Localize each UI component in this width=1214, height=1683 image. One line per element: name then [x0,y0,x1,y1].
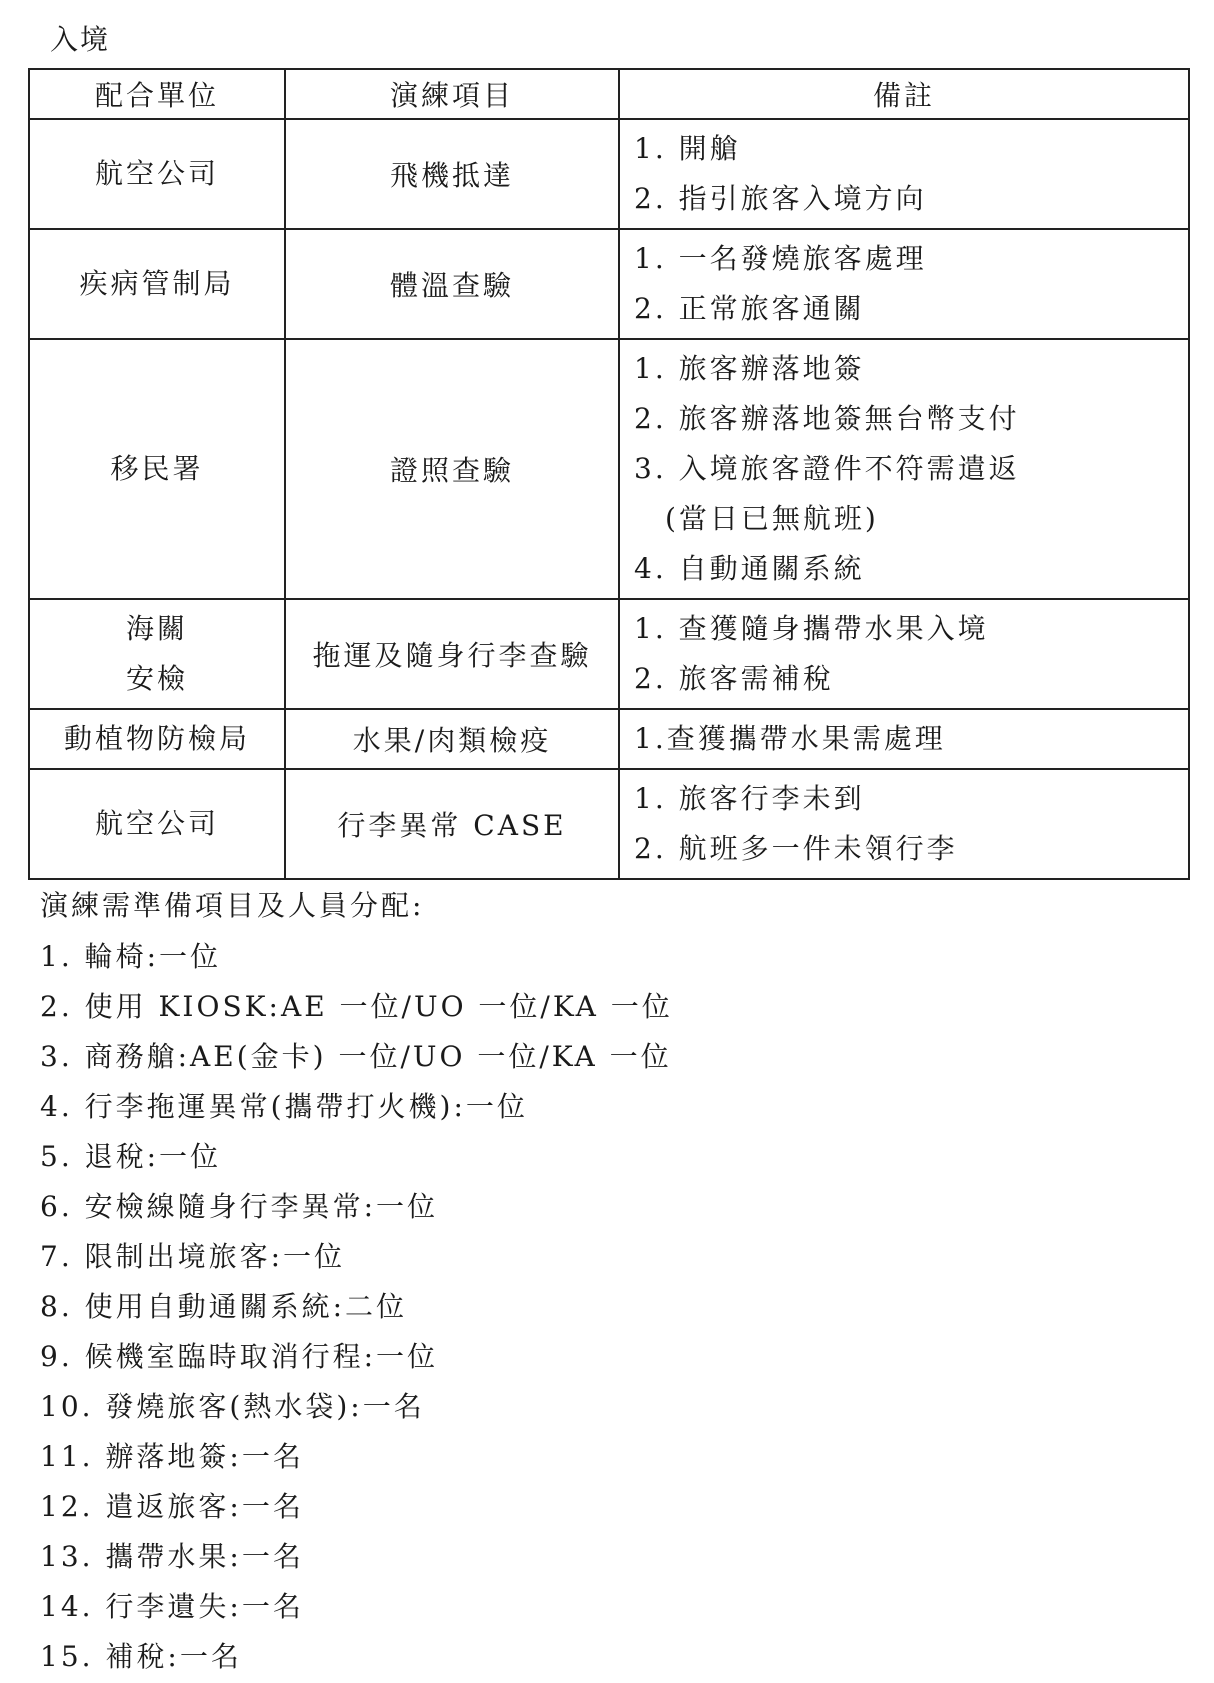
table-body [29,119,1189,879]
list-item: 15. 補稅:一名 [40,1640,242,1673]
section-title: 入境 [50,23,111,56]
note-line: 1. 一名發燒旅客處理 [634,242,927,275]
unit-line: 移民署 [110,452,204,485]
cell-notes [619,229,1189,339]
header-unit: 配合單位 [29,69,285,119]
note-line: 2. 航班多一件未領行李 [634,832,958,865]
list-item: 1. 輪椅:一位 [40,940,222,973]
unit-line: 動植物防檢局 [63,722,250,755]
table-row [29,709,1189,769]
cell-unit [29,769,285,879]
list-item: 7. 限制出境旅客:一位 [40,1240,346,1273]
table-row [29,339,1189,599]
header-notes: 備註 [619,69,1189,119]
table-row [29,599,1189,709]
cell-unit [29,339,285,599]
note-line: 1.查獲攜帶水果需處理 [634,722,946,755]
unit-line: 航空公司 [94,807,219,840]
list-item: 9. 候機室臨時取消行程:一位 [40,1340,439,1373]
list-item: 8. 使用自動通關系統:二位 [40,1290,408,1323]
prep-heading: 演練需準備項目及人員分配: [40,889,425,922]
table-header-row [29,69,1189,119]
note-line: 3. 入境旅客證件不符需遣返 [634,452,1020,485]
note-line: 1. 開艙 [634,132,741,165]
table-row [29,229,1189,339]
cell-notes [619,339,1189,599]
list-item: 2. 使用 KIOSK:AE 一位/UO 一位/KA 一位 [40,990,673,1023]
list-item: 11. 辦落地簽:一名 [40,1440,304,1473]
cell-item: 水果/肉類檢疫 [285,709,619,769]
unit-line: 海關 [125,612,188,645]
list-item: 4. 行李拖運異常(攜帶打火機):一位 [40,1090,528,1123]
note-line: 2. 指引旅客入境方向 [634,182,927,215]
cell-item: 行李異常 CASE [285,769,619,879]
cell-unit [29,709,285,769]
cell-notes [619,119,1189,229]
list-item: 3. 商務艙:AE(金卡) 一位/UO 一位/KA 一位 [40,1040,672,1073]
cell-notes [619,709,1189,769]
list-item: 10. 發燒旅客(熱水袋):一名 [40,1390,425,1423]
unit-line: 疾病管制局 [79,267,235,300]
table-row [29,119,1189,229]
prep-list [40,932,673,1682]
list-item: 13. 攜帶水果:一名 [40,1540,304,1573]
cell-unit [29,119,285,229]
list-item: 5. 退稅:一位 [40,1140,222,1173]
header-item: 演練項目 [285,69,619,119]
table-row [29,769,1189,879]
prep-section [40,880,673,1682]
list-item: 6. 安檢線隨身行李異常:一位 [40,1190,439,1223]
cell-unit [29,599,285,709]
cell-item: 證照查驗 [285,339,619,599]
note-line: 2. 正常旅客通關 [634,292,865,325]
cell-notes [619,599,1189,709]
cell-item: 飛機抵達 [285,119,619,229]
cell-item: 體溫查驗 [285,229,619,339]
note-line: 1. 旅客行李未到 [634,782,865,815]
unit-line: 安檢 [125,662,188,695]
note-line: 2. 旅客需補稅 [634,662,834,695]
note-line: 1. 旅客辦落地簽 [634,352,865,385]
cell-unit [29,229,285,339]
note-line: 4. 自動通關系統 [634,552,865,585]
unit-line: 航空公司 [94,157,219,190]
note-line: (當日已無航班) [634,502,879,535]
list-item: 12. 遣返旅客:一名 [40,1490,304,1523]
cell-notes [619,769,1189,879]
drill-table [28,68,1190,880]
note-line: 1. 查獲隨身攜帶水果入境 [634,612,989,645]
note-line: 2. 旅客辦落地簽無台幣支付 [634,402,1020,435]
cell-item: 拖運及隨身行李查驗 [285,599,619,709]
list-item: 14. 行李遺失:一名 [40,1590,304,1623]
